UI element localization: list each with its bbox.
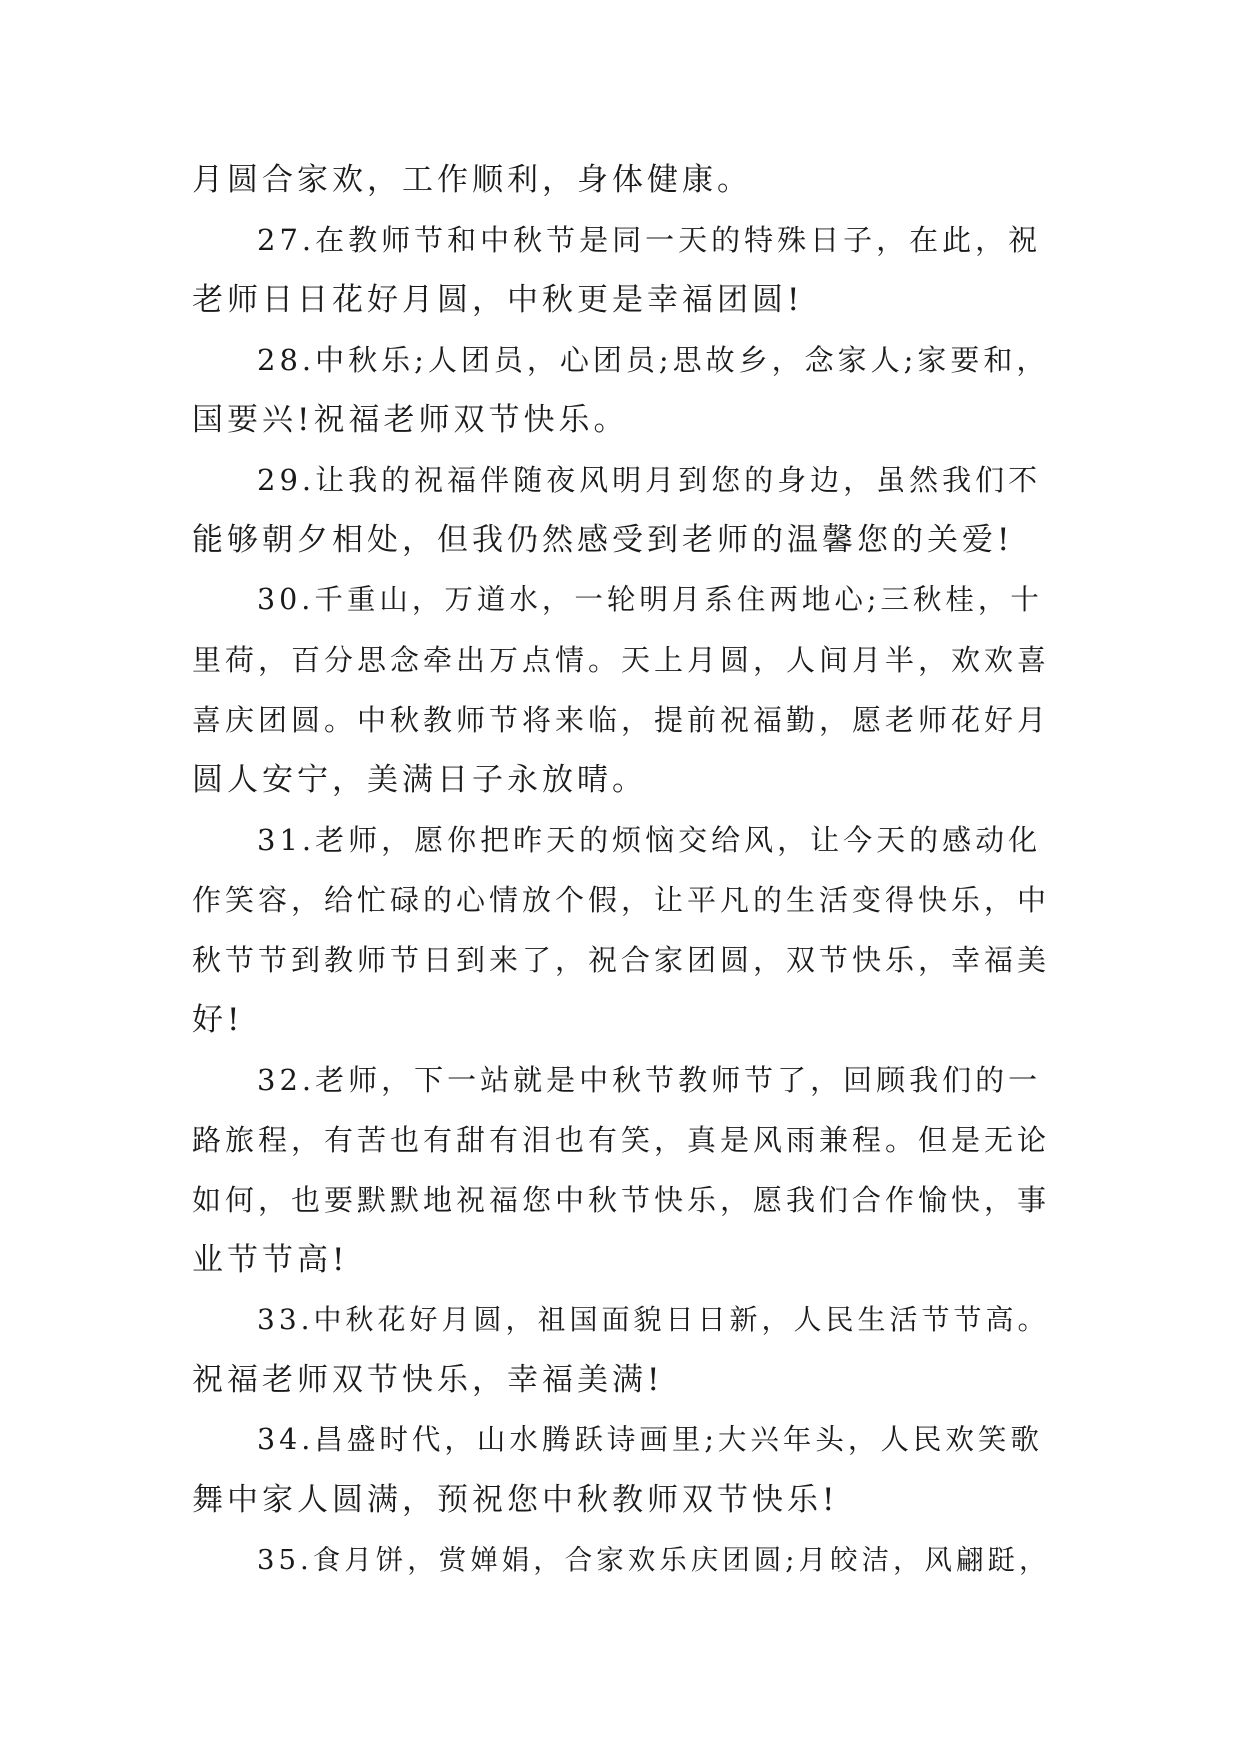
item-28-line-1: 28.中秋乐;人团员，心团员;思故乡，念家人;家要和， bbox=[257, 343, 1050, 377]
item-31-line-2: 作笑容，给忙碌的心情放个假，让平凡的生活变得快乐，中 bbox=[192, 883, 1051, 917]
item-34-line-1: 34.昌盛时代，山水腾跃诗画里;大兴年头，人民欢笑歌 bbox=[257, 1423, 1043, 1456]
item-27-line-1: 27.在教师节和中秋节是同一天的特殊日子，在此，祝 bbox=[257, 223, 1042, 257]
item-29-line-1: 29.让我的祝福伴随夜风明月到您的身边，虽然我们不 bbox=[257, 463, 1042, 497]
item-32-line-2: 路旅程，有苦也有甜有泪也有笑，真是风雨兼程。但是无论 bbox=[192, 1123, 1051, 1157]
item-30-line-2: 里荷，百分思念牵出万点情。天上月圆，人间月半，欢欢喜 bbox=[192, 643, 1051, 677]
item-32-line-1: 32.老师，下一站就是中秋节教师节了，回顾我们的一 bbox=[257, 1063, 1042, 1097]
item-32-line-3: 如何，也要默默地祝福您中秋节快乐，愿我们合作愉快，事 bbox=[192, 1183, 1051, 1217]
item-35-line-1: 35.食月饼，赏婵娟，合家欢乐庆团圆;月皎洁，风翩跹， bbox=[257, 1544, 1051, 1576]
item-27-line-2: 老师日日花好月圆，中秋更是幸福团圆! bbox=[192, 282, 804, 318]
item-28-line-2: 国要兴!祝福老师双节快乐。 bbox=[192, 402, 629, 438]
item-30-line-3: 喜庆团圆。中秋教师节将来临，提前祝福勤，愿老师花好月 bbox=[192, 703, 1051, 737]
item-30-line-4: 圆人安宁，美满日子永放晴。 bbox=[192, 762, 647, 798]
item-34-line-2: 舞中家人圆满，预祝您中秋教师双节快乐! bbox=[192, 1482, 839, 1518]
item-33-line-1: 33.中秋花好月圆，祖国面貌日日新，人民生活节节高。 bbox=[257, 1303, 1050, 1336]
item-30-line-1: 30.千重山，万道水，一轮明月系住两地心;三秋桂，十 bbox=[257, 583, 1043, 616]
item-33-line-2: 祝福老师双节快乐，幸福美满! bbox=[192, 1362, 664, 1398]
document-body bbox=[192, 150, 1052, 1590]
item-31-line-1: 31.老师，愿你把昨天的烦恼交给风，让今天的感动化 bbox=[257, 823, 1042, 857]
item-32-line-4: 业节节高! bbox=[192, 1242, 349, 1278]
item-31-line-3: 秋节节到教师节日到来了，祝合家团圆，双节快乐，幸福美 bbox=[192, 943, 1051, 977]
item-29-line-2: 能够朝夕相处，但我仍然感受到老师的温馨您的关爱! bbox=[192, 522, 1014, 558]
text-line-continuation: 月圆合家欢，工作顺利，身体健康。 bbox=[192, 162, 752, 198]
item-31-line-4: 好! bbox=[192, 1002, 244, 1038]
